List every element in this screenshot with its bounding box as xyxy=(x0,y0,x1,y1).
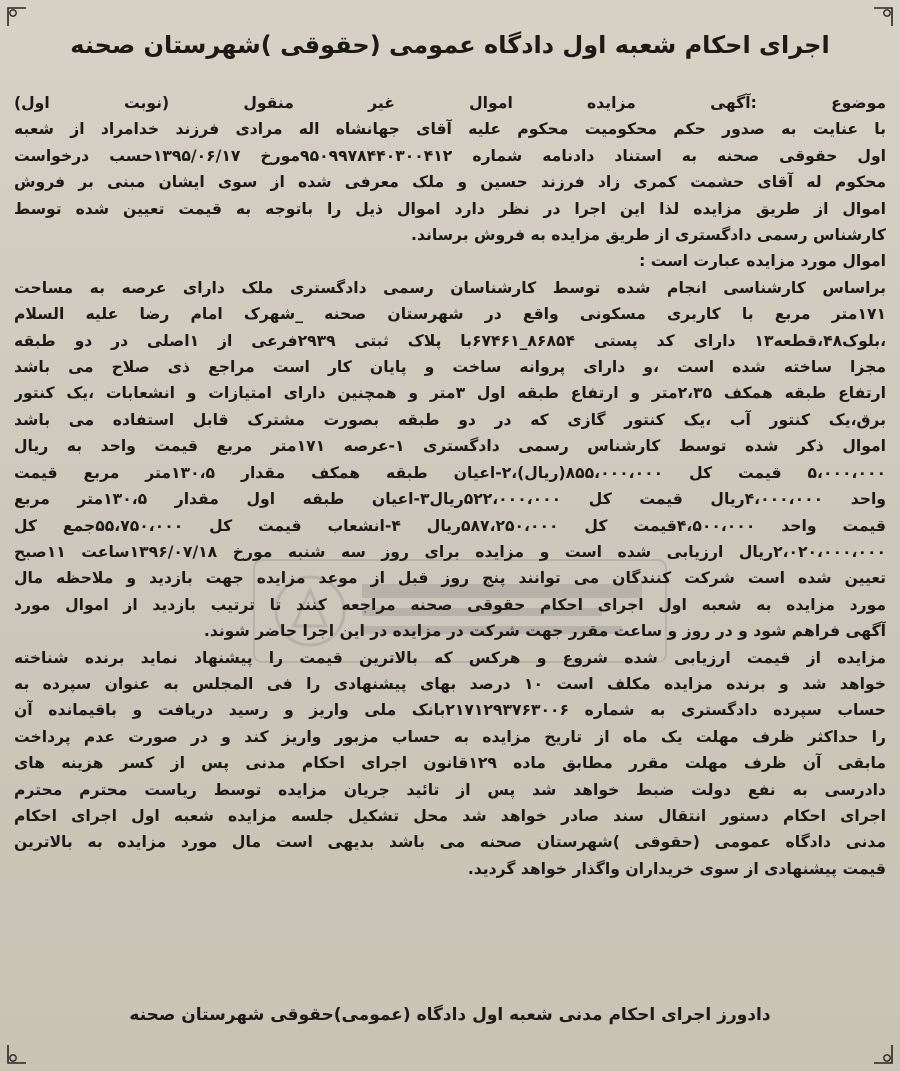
body-line: قیمت پیشنهادی از سوی خریداران واگذار خواهد گردید. xyxy=(467,859,886,878)
body-line: مزایده از قیمت ارزیابی شده شروع و هرکس که بالاترین قیمت را پیشنهاد نماید برنده شناخته xyxy=(14,648,886,667)
body-line: ارتفاع طبقه همکف ۲،۳۵متر و ارتفاع طبقه اول ۳متر و همچنین دارای امتیازات و انشعابات ،یک کنتور xyxy=(14,384,886,403)
body-line: مجزا ساخته شده است ،و دارای پروانه ساخت و پایان کار است مراجع ذی صلاح می باشد xyxy=(14,358,886,377)
body-line: اموال از طریق مزایده لذا این اجرا در نظر دارد اموال ذیل را باتوجه به قیمت تعیین شده توسط xyxy=(14,199,886,218)
signature-line: دادورز اجرای احکام مدنی شعبه اول دادگاه (عمومی)حقوقی شهرستان صحنه xyxy=(129,1005,771,1025)
body-line: اول حقوقی صحنه به استناد دادنامه شماره ۹۵۰۹۹۷۸۴۴۰۳۰۰۴۱۲مورخ ۱۳۹۵/۰۶/۱۷حسب درخواست xyxy=(14,146,886,165)
body-line: تعیین شده است شرکت کنندگان می توانند پنج روز قبل از موعد مزایده جهت بازدید و ملاحظه مال xyxy=(14,569,886,588)
body-line: مابقی آن ظرف مهلت مقرر مطابق ماده ۱۲۹قانون اجرای احکام مدنی پس از کسر هزینه های xyxy=(14,754,886,773)
corner-bracket-icon xyxy=(870,4,896,30)
body-line: واحد ۴،۰۰۰،۰۰۰ریال قیمت کل ۵۲۲،۰۰۰،۰۰۰ریال۳-اعیان طبقه اول مقدار ۱۳۰،۵متر مربع xyxy=(14,490,886,509)
notice-title: اجرای احکام شعبه اول دادگاه عمومی (حقوقی )شهرستان صحنه xyxy=(70,31,830,59)
notice-body xyxy=(14,90,886,882)
body-line: ۱۷۱متر مربع با کاربری مسکونی واقع در شهرستان صحنه _شهرک امام رضا علیه السلام xyxy=(14,305,886,324)
body-line: محکوم له آقای حشمت کمری زاد فرزند حسین و ملک معرفی شده از سوی ایشان مبنی بر فروش xyxy=(14,173,886,192)
body-line: قیمت واحد ۴،۵۰۰،۰۰۰قیمت کل ۵۸۷،۲۵۰،۰۰۰ریال ۴-انشعاب قیمت کل ۵۵،۷۵۰،۰۰۰جمع کل xyxy=(14,516,886,535)
body-line: خواهد شد و برنده مزایده مکلف است ۱۰ درصد بهای پیشنهادی را فی المجلس به عنوان سپرده به xyxy=(14,674,886,693)
body-line: آگهی فراهم شود و در روز و ساعت مقرر جهت شرکت در مزایده در این اجرا حاضر شوند. xyxy=(203,622,886,641)
body-line: موضوع :آگهی مزایده اموال غیر منقول (نوبت اول) xyxy=(14,94,886,112)
body-line: برق،یک کنتور آب ،یک کنتور گازی که در دو طبقه بصورت مشترک قابل استفاده می باشد xyxy=(14,410,886,429)
corner-bracket-icon xyxy=(4,1041,30,1067)
body-line: حساب سپرده دادگستری به شماره ۲۱۷۱۲۹۳۷۶۳۰۰۶بانک ملی واریز و رسید دریافت و باقیمانده آن xyxy=(14,701,886,720)
corner-bracket-icon xyxy=(870,1041,896,1067)
body-line: اجرای احکام دستور انتقال سند صادر خواهد شد محل تشکیل جلسه مزایده شعبه اول اجرای احکام xyxy=(14,806,886,825)
body-line: ۲،۰۲۰،۰۰۰،۰۰۰ریال ارزیابی شده است و مزایده برای روز سه شنبه مورخ ۱۳۹۶/۰۷/۱۸ساعت ۱۱صبح xyxy=(14,542,886,561)
body-line: مدنی دادگاه عمومی (حقوقی )شهرستان صحنه می باشد بدیهی است مال مورد مزایده به بالاترین xyxy=(14,833,886,852)
body-line: کارشناس رسمی دادگستری از طریق مزایده به فروش برساند. xyxy=(411,226,886,245)
body-line: را حداکثر ظرف مهلت یک ماه از تاریخ مزایده به حساب مزبور واریز کند و در صورت عدم پرداخت xyxy=(14,727,886,746)
body-line: اموال ذکر شده توسط کارشناس رسمی دادگستری ۱-عرصه ۱۷۱متر مربع قیمت واحد به ریال xyxy=(14,437,886,456)
body-line: براساس کارشناسی انجام شده توسط کارشناسان رسمی دادگستری ملک دارای عرصه به مساحت xyxy=(14,278,886,297)
body-line: ،بلوک۴۸،قطعه۱۳ دارای کد پستی ۸۶۸۵۴_۶۷۴۶۱با پلاک ثبتی ۲۹۳۹فرعی از ۱اصلی در دو طبقه xyxy=(14,331,886,350)
body-line: مورد مزایده به شعبه اول اجرای احکام حقوقی صحنه مراجعه کنند تا ترتیب بازدید از اموال مورد xyxy=(14,595,886,614)
body-line: اموال مورد مزایده عبارت است : xyxy=(639,252,886,271)
body-line: با عنایت به صدور حکم محکومیت محکوم علیه آقای جهانشاه اله مرادی فرزند خدامراد از شعبه xyxy=(14,120,886,139)
body-line: ۵،۰۰۰،۰۰۰ قیمت کل ۸۵۵،۰۰۰،۰۰۰(ریال)،۲-اعیان طبقه همکف مقدار ۱۳۰،۵متر مربع قیمت xyxy=(14,463,886,482)
corner-bracket-icon xyxy=(4,4,30,30)
body-line: دادرسی به نفع دولت ضبط خواهد شد پس از تائید جریان مزایده توسط ریاست محترم محترم xyxy=(14,780,886,799)
